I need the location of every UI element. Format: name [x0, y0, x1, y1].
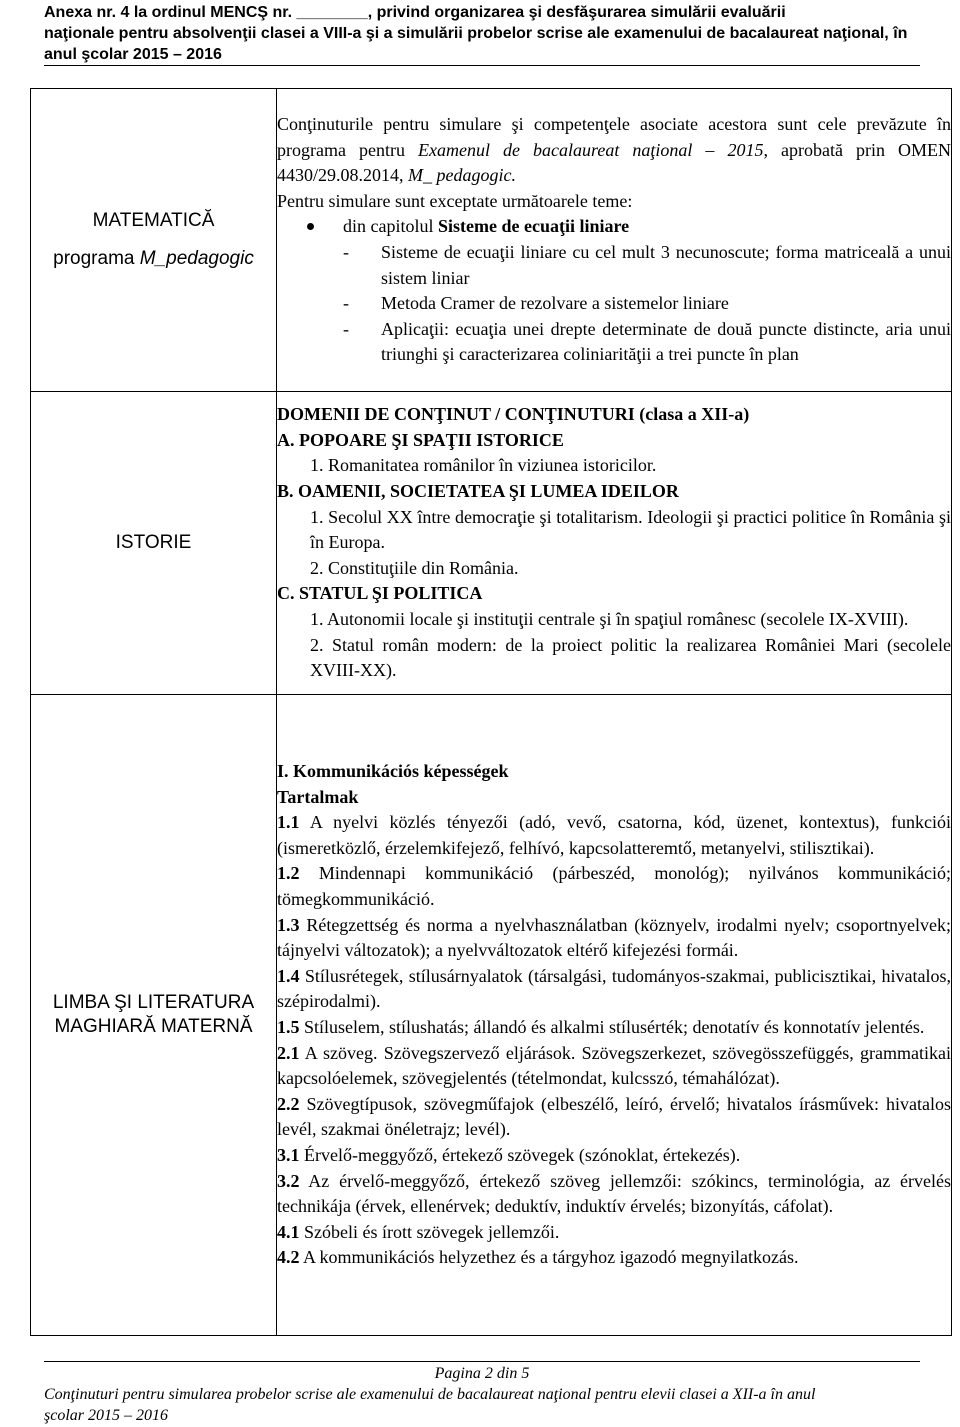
content-cell-maghiara: [277, 695, 952, 1336]
hungarian-item: 1.1 A nyelvi közlés tényezői (adó, vevő, csatorna, kód, üzenet, kontextus), funkciói (ismeretközlő, érzelemkifejező, felhívó, kapcsolatteremtő, metanyelvi, stilisztikai).: [277, 812, 951, 858]
math-exceptions-line: Pentru simulare sunt exceptate următoarele teme:: [277, 190, 633, 211]
subject-cell-maghiara: [31, 695, 277, 1336]
document-header: [44, 2, 920, 65]
row-matematica: [31, 89, 952, 392]
history-section-title: B. OAMENII, SOCIETATEA ŞI LUMEA IDEILOR: [277, 481, 679, 502]
content-cell-matematica: [277, 89, 952, 392]
math-dash-item: - Sisteme de ecuaţii liniare cu cel mult 3 necunoscute; forma matriceală a unui sistem liniar: [343, 242, 951, 288]
math-intro: Conţinuturile pentru simulare şi competenţele asociate acestora sunt cele prevăzute în programa pentru Examenul de bacalaureat naţional – 2015, aprobată prin OMEN 4430/29.08.2014, M_ pedagogic.: [277, 114, 951, 186]
history-item: 2. Statul român modern: de la proiect politic la realizarea României Mari (secolele XVIII-XX).: [310, 634, 951, 681]
content-table: [30, 88, 952, 1336]
history-item: 1. Romanitatea românilor în viziunea istoricilor.: [310, 455, 657, 476]
history-item: 1. Secolul XX între democraţie şi totalitarism. Ideologii şi practici politice în România şi în Europa.: [310, 506, 951, 553]
footer-divider: [44, 1361, 920, 1362]
document-footer: [44, 1363, 920, 1426]
row-maghiara: [31, 695, 952, 1336]
subject-name: ISTORIE: [115, 532, 192, 553]
subject-cell-matematica: [31, 89, 277, 392]
footer-line: Conţinuturi pentru simularea probelor scrise ale examenului de bacalaureat naţional pentru elevii clasei a XII-a în anul: [44, 1386, 816, 1403]
subject-name: LIMBA ŞI LITERATURA: [52, 992, 255, 1013]
subject-program: programa M_pedagogic: [53, 248, 254, 269]
math-dash-item: - Metoda Cramer de rezolvare a sistemelor liniare: [343, 293, 729, 314]
hungarian-heading: I. Kommunikációs képességek: [277, 761, 509, 782]
hungarian-item: 3.2 Az érvelő-meggyőző, értekező szöveg jellemzői: szókincs, terminológia, az érvelés technikája (érvek, ellenérvek; deduktív, induktív érvelés; bizonyítás, cáfolat).: [277, 1170, 951, 1217]
header-line: naţionale pentru absolvenţii clasei a VIII-a şi a simulării probelor scrise ale examenului de bacalaureat naţional, în: [44, 25, 908, 42]
hungarian-item: 1.2 Mindennapi kommunikáció (párbeszéd, monológ); nyilvános kommunikáció; tömegkommunikáció.: [277, 863, 951, 910]
content-cell-istorie: [277, 392, 952, 695]
history-item: 1. Autonomii locale şi instituţii centrale şi în spaţiul românesc (secolele IX-XVIII).: [310, 608, 909, 629]
math-bullet-item: din capitolul Sisteme de ecuaţii liniare: [277, 214, 951, 240]
history-domains-title: DOMENII DE CONŢINUT / CONŢINUTURI (clasa a XII-a): [277, 404, 750, 425]
header-line: Anexa nr. 4 la ordinul MENCŞ nr. ________, privind organizarea şi desfăşurarea simulării evaluării: [44, 4, 786, 21]
history-section-title: A. POPOARE ŞI SPAŢII ISTORICE: [277, 429, 564, 450]
hungarian-item: 2.1 A szöveg. Szövegszervező eljárások. Szövegszerkezet, szövegösszefüggés, grammatikai kapcsolóelemek, szövegjelentés (tételmondat, kulcsszó, témahálózat).: [277, 1042, 951, 1089]
header-divider: [44, 65, 920, 66]
history-item: 2. Constituţiile din România.: [310, 557, 519, 578]
subject-name: MATEMATICĂ: [92, 210, 215, 231]
hungarian-item: 4.1 Szóbeli és írott szövegek jellemzői.: [277, 1221, 560, 1242]
hungarian-item: 4.2 A kommunikációs helyzethez és a tárgyhoz igazodó megnyilatkozás.: [277, 1247, 799, 1268]
subject-cell-istorie: [31, 392, 277, 695]
hungarian-item: 1.3 Rétegzettség és norma a nyelvhasználatban (köznyelv, irodalmi nyelv; csoportnyelvek; tájnyelvi változatok); a nyelvváltozatok eltérő kifejezési formái.: [277, 914, 951, 961]
math-dash-item: - Aplicaţii: ecuaţia unei drepte determinate de două puncte distincte, aria unui triunghi şi caracterizarea coliniarităţii a trei puncte în plan: [343, 318, 951, 365]
hungarian-item: 1.4 Stílusrétegek, stílusárnyalatok (társalgási, tudományos-szakmai, publicisztikai, hivatalos, szépirodalmi).: [277, 965, 951, 1012]
header-line: anul şcolar 2015 – 2016: [44, 46, 222, 63]
page-number: Pagina 2 din 5: [434, 1365, 530, 1382]
hungarian-item: 1.5 Stíluselem, stílushatás; állandó és alkalmi stílusérték; denotatív és konnotatív jelentés.: [277, 1017, 925, 1037]
subject-name: MAGHIARĂ MATERNĂ: [54, 1016, 253, 1037]
footer-line: şcolar 2015 – 2016: [44, 1407, 168, 1424]
hungarian-item: 3.1 Érvelő-meggyőző, értekező szövegek (szónoklat, értekezés).: [277, 1144, 741, 1165]
row-istorie: [31, 392, 952, 695]
history-section-title: C. STATUL ŞI POLITICA: [277, 583, 483, 604]
hungarian-item: 2.2 Szövegtípusok, szövegműfajok (elbeszélő, leíró, érvelő; hivatalos írásművek: hivatalos levél, szakmai önéletrajz; levél).: [277, 1093, 951, 1140]
hungarian-subheading: Tartalmak: [277, 786, 359, 807]
